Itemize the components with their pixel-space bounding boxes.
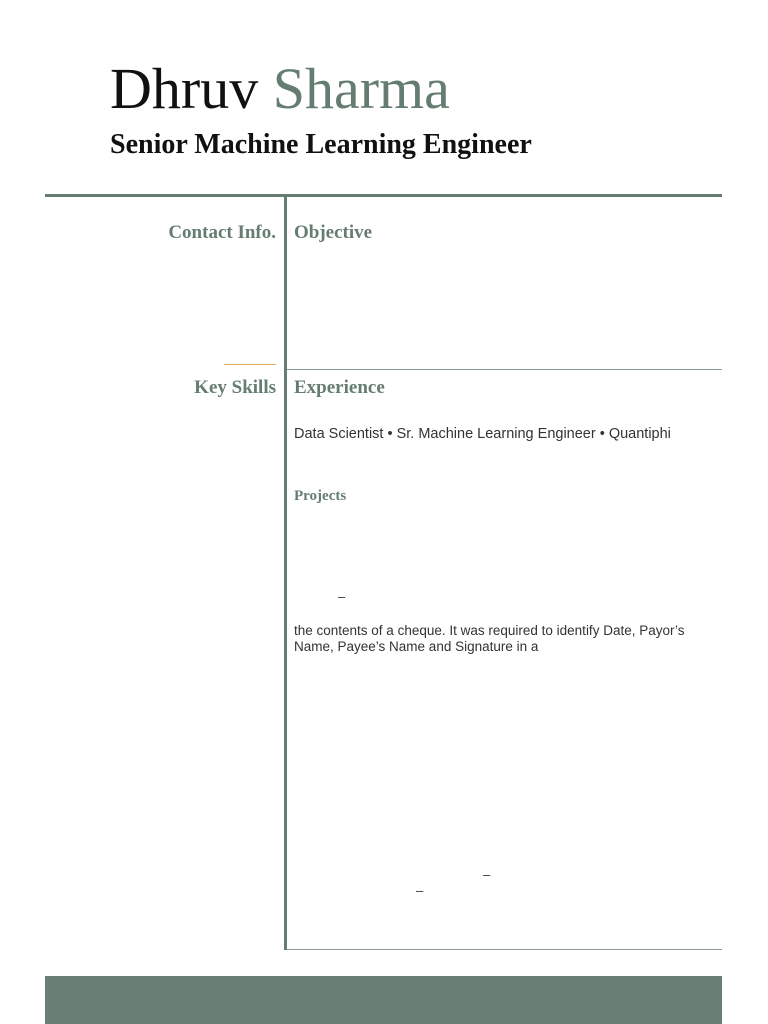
project-description: the contents of a cheque. It was required to identify Date, Payor’s Name, Payee’s Name and Signature in a (294, 623, 685, 654)
first-name: Dhruv (110, 56, 259, 121)
projects-heading: Projects (294, 488, 347, 504)
dash-mark: – (416, 883, 424, 898)
dash-mark: – (338, 589, 346, 604)
bottom-divider (287, 949, 722, 950)
key-skills-heading: Key Skills (194, 377, 276, 398)
experience-heading: Experience (294, 377, 385, 398)
accent-underline (224, 364, 276, 365)
column-divider (284, 197, 287, 950)
section-divider (287, 369, 722, 370)
experience-job-line: Data Scientist • Sr. Machine Learning Engineer • Quantiphi (294, 426, 671, 442)
contact-info-heading: Contact Info. (168, 222, 276, 243)
last-name: Sharma (272, 56, 450, 121)
dash-mark: – (483, 867, 491, 882)
footer-bar (45, 976, 722, 1024)
top-divider (45, 194, 722, 197)
objective-heading: Objective (294, 222, 373, 243)
candidate-name (110, 56, 450, 122)
job-title: Senior Machine Learning Engineer (110, 129, 532, 160)
